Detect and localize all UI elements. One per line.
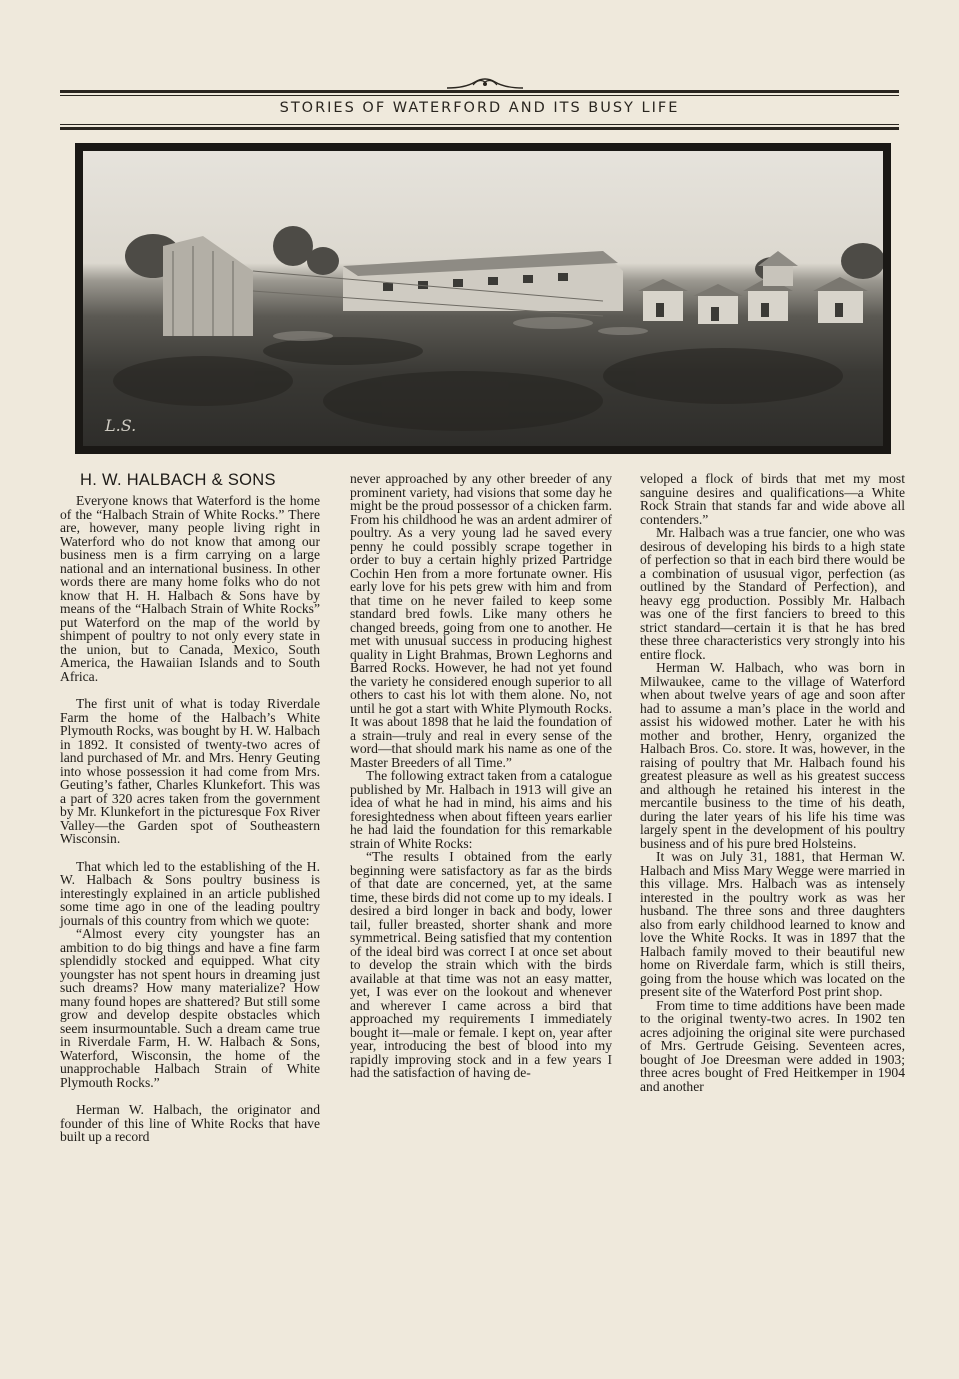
header-rule-bottom-thin: [60, 124, 899, 125]
running-head: STORIES OF WATERFORD AND ITS BUSY LIFE: [279, 100, 680, 116]
paragraph: “Almost every city youngster has an ambition to do big things and have a fine farm splendidly stocked and equipped. What city youngster has not spent hours in dreaming just such dreams? How many materialize? How many found hopes are shattered? But still some grow and develop despite obstacles which seem insurmountable. Such a dream came true in Riverdale Farm, H. W. Halbach & Sons, Waterford, Wisconsin, the home of the unapprochable Halbach Strain of White Plymouth Rocks.”: [60, 926, 320, 1090]
header-rule-bottom: [60, 127, 899, 130]
article-column-1: [60, 470, 320, 1144]
paragraph: The following extract taken from a catalogue published by Mr. Halbach in 1913 will give an idea of what he had in mind, his aims and his foresightedness when about fifteen years earlier he had laid the foundation for this remarkable strain of White Rocks:: [350, 768, 612, 851]
paragraph: It was on July 31, 1881, that Herman W. Halbach and Miss Mary Wegge were married in this village. Mrs. Halbach was as intensely interested in the poultry work as was her husband. The three sons and three daughters also from early childhood learned to know and love the White Rocks. It was in 1897 that the Halbach family moved to their beautiful new home on Riverdale farm, which is still theirs, going from the house which was located on the present site of the Waterford Post print shop.: [640, 849, 905, 999]
header-rule-top: [60, 90, 899, 93]
paragraph: The first unit of what is today Riverdale Farm the home of the Halbach’s White Plymouth Rocks, was bought by H. W. Halbach in 1892. It consisted of twenty-two acres of land purchased of Mr. and Mrs. Henry Geuting into whose possession it had come from Mrs. Geuting’s father, Charles Klunkefort. This was a part of 320 acres taken from the government by Mr. Klunkefort in the picturesque Fox River Valley—the Garden spot of Southeastern Wisconsin.: [60, 696, 320, 846]
paragraph: veloped a flock of birds that met my most sanguine desires and qualifications—a White Rock Strain that stands far and wide above all contenders.”: [640, 471, 905, 527]
header-ornament: [445, 76, 525, 90]
paragraph: “The results I obtained from the early beginning were satisfactory as far as the birds of that date are concerned, yet, at the same time, these birds did not come up to my ideals. I desired a bird longer in back and body, lower tail, fuller breasted, shorter shank and more symmetrical. Being satisfied that my contention of the ideal bird was correct I at once set about to develop the strain which with the birds available at that time was not an easy matter, yet, I was ever on the lookout and whenever and wherever I came across a bird that approached my requirements I immediately bought it—male or female. I kept on, year after year, introducing the best of blood into my rapidly improving stock and in a few years I had the satisfaction of having de-: [350, 849, 613, 1080]
paragraph: Everyone knows that Waterford is the home of the “Halbach Strain of White Rocks.” There are, however, many people living right in Waterford who do not know that among our business men is a firm carrying on a large national and an international business. In other words there are many home folks who do not know that H. H. Halbach & Sons have by means of the “Halbach Strain of White Rocks” put Waterford on the map of the world by shimpent of poultry to not only every state in the union, but to Canada, Mexico, South America, the Hawaiian Islands and to South Africa.: [60, 493, 320, 684]
farm-photograph-frame: [75, 143, 891, 454]
paragraph: Herman W. Halbach, who was born in Milwaukee, came to the village of Waterford when about twelve years of age and soon after had to assume a man’s place in the world and assist his widowed mother. Later he with his mother and brother, Henry, organized the Halbach Bros. Co. store. It was, however, in the raising of poultry that Mr. Halbach found his greatest pleasure as well as his greatest success and although he retained his interest in the mercantile business to the time of his death, during the later years of his life his time was largely spent in the development of his poultry business and of his pure bred Holsteins.: [640, 660, 905, 851]
paragraph: never approached by any other breeder of any prominent variety, had visions that some day he might be the proud possessor of a chicken farm. From his childhood he was an ardent admirer of poultry. As a very young lad he saved every penny he could possibly scrape together in order to buy a certain highly prized Partridge Cochin Hen from a more fortunate owner. His early love for his pets grew with him and from that time on he never failed to keep some standard bred fowls. Like many others he changed breeds, going from one to another. He met with unusual success in producing highest quality in Light Brahmas, Brown Leghorns and Barred Rocks. However, he had not yet found the variety he considered enough superior to all others to cast his lot with them alone. No, not until he got a start with White Plymouth Rocks. It was about 1898 that he laid the foundation of a strain—truly and real in every sense of the word—that should mark his name as one of the Master Breeders of all Time.”: [350, 471, 612, 770]
header-rule-top-thin: [60, 95, 899, 96]
paragraph: From time to time additions have been made to the original twenty-two acres. In 1902 ten acres adjoining the original site were purchased of Mrs. Gertrude Geising. Seventeen acres, bought of Joe Dreesman were added in 1903; three acres bought of Fred Heitkemper in 1904 and another: [640, 997, 905, 1094]
photo-signature: L.S.: [105, 416, 137, 435]
article-column-2: [350, 472, 612, 1080]
paragraph: That which led to the establishing of the H. W. Halbach & Sons poultry business is interestingly explained in an article published some time ago in one of the leading poultry journals of this country from which we quote:: [60, 858, 320, 928]
farm-photograph: [83, 151, 883, 446]
article-title: H. W. HALBACH & SONS: [80, 471, 276, 489]
paragraph: Mr. Halbach was a true fancier, one who was desirous of developing his birds to a high state of perfection so that in each bird there would be a combination of ususual vigor, perfection (as outlined by the Standard of Perfection), and heavy egg production. Possibly Mr. Halbach was one of the first fanciers to breed to this strict standard—certain it is that he has bred these three characteristics very strongly into his entire flock.: [640, 525, 905, 662]
paragraph: Herman W. Halbach, the originator and founder of this line of White Rocks that have built up a record: [60, 1102, 320, 1144]
article-column-3: [640, 472, 905, 1093]
